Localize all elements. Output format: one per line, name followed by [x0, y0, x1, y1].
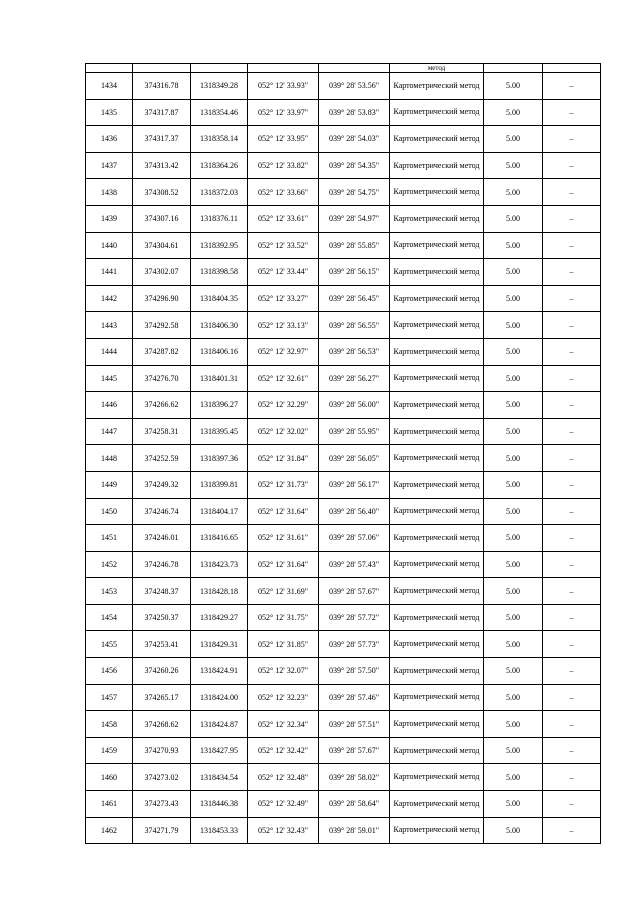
table-row [86, 126, 601, 153]
accuracy-cell: 5.00 [484, 99, 543, 126]
point-number-cell: 1435 [86, 99, 133, 126]
x-coordinate-cell: 374296.90 [133, 285, 191, 312]
x-coordinate-cell: 374266.62 [133, 392, 191, 419]
note-cell: – [543, 152, 601, 179]
method-cell: Картометрический метод [390, 525, 484, 552]
x-coordinate-cell: 374287.82 [133, 338, 191, 365]
longitude-cell: 039° 28' 57.06" [319, 525, 390, 552]
table-row [86, 604, 601, 631]
method-cell: Картометрический метод [390, 259, 484, 286]
note-cell: – [543, 471, 601, 498]
accuracy-cell: 5.00 [484, 418, 543, 445]
x-coordinate-cell: 374248.37 [133, 578, 191, 605]
x-coordinate-cell: 374304.61 [133, 232, 191, 259]
accuracy-cell: 5.00 [484, 498, 543, 525]
note-cell: – [543, 232, 601, 259]
note-cell: – [543, 498, 601, 525]
table-row [86, 817, 601, 844]
x-coordinate-cell: 374246.01 [133, 525, 191, 552]
method-cell: Картометрический метод [390, 392, 484, 419]
accuracy-cell: 5.00 [484, 445, 543, 472]
method-cell: Картометрический метод [390, 764, 484, 791]
note-cell: – [543, 737, 601, 764]
accuracy-cell: 5.00 [484, 392, 543, 419]
y-coordinate-cell: 1318424.00 [191, 684, 248, 711]
method-cell: Картометрический метод [390, 418, 484, 445]
point-number-cell: 1452 [86, 551, 133, 578]
latitude-cell: 052° 12' 32.49" [248, 791, 319, 818]
accuracy-cell: 5.00 [484, 684, 543, 711]
point-number-cell: 1458 [86, 711, 133, 738]
y-coordinate-cell: 1318397.36 [191, 445, 248, 472]
latitude-cell: 052° 12' 32.23" [248, 684, 319, 711]
note-cell: – [543, 392, 601, 419]
header-cell [248, 64, 319, 73]
table-row [86, 498, 601, 525]
longitude-cell: 039° 28' 54.35" [319, 152, 390, 179]
note-cell: – [543, 418, 601, 445]
note-cell: – [543, 126, 601, 153]
y-coordinate-cell: 1318392.95 [191, 232, 248, 259]
longitude-cell: 039° 28' 56.40" [319, 498, 390, 525]
table-row [86, 418, 601, 445]
latitude-cell: 052° 12' 31.64" [248, 551, 319, 578]
latitude-cell: 052° 12' 32.48" [248, 764, 319, 791]
point-number-cell: 1437 [86, 152, 133, 179]
point-number-cell: 1456 [86, 658, 133, 685]
x-coordinate-cell: 374268.62 [133, 711, 191, 738]
note-cell: – [543, 259, 601, 286]
y-coordinate-cell: 1318395.45 [191, 418, 248, 445]
header-cell [319, 64, 390, 73]
longitude-cell: 039° 28' 57.73" [319, 631, 390, 658]
method-cell: Картометрический метод [390, 631, 484, 658]
point-number-cell: 1461 [86, 791, 133, 818]
note-cell: – [543, 99, 601, 126]
header-cell: метод [390, 64, 484, 73]
accuracy-cell: 5.00 [484, 312, 543, 339]
x-coordinate-cell: 374265.17 [133, 684, 191, 711]
note-cell: – [543, 445, 601, 472]
point-number-cell: 1436 [86, 126, 133, 153]
method-cell: Картометрический метод [390, 817, 484, 844]
method-cell: Картометрический метод [390, 126, 484, 153]
accuracy-cell: 5.00 [484, 259, 543, 286]
longitude-cell: 039° 28' 56.05" [319, 445, 390, 472]
y-coordinate-cell: 1318354.46 [191, 99, 248, 126]
x-coordinate-cell: 374250.37 [133, 604, 191, 631]
longitude-cell: 039° 28' 53.83" [319, 99, 390, 126]
y-coordinate-cell: 1318424.87 [191, 711, 248, 738]
longitude-cell: 039° 28' 56.17" [319, 471, 390, 498]
accuracy-cell: 5.00 [484, 179, 543, 206]
coordinates-table [85, 63, 601, 844]
longitude-cell: 039° 28' 54.03" [319, 126, 390, 153]
x-coordinate-cell: 374246.74 [133, 498, 191, 525]
note-cell: – [543, 684, 601, 711]
accuracy-cell: 5.00 [484, 525, 543, 552]
latitude-cell: 052° 12' 33.44" [248, 259, 319, 286]
x-coordinate-cell: 374258.31 [133, 418, 191, 445]
header-cell [191, 64, 248, 73]
table-row [86, 445, 601, 472]
note-cell: – [543, 631, 601, 658]
header-cell [543, 64, 601, 73]
point-number-cell: 1445 [86, 365, 133, 392]
point-number-cell: 1457 [86, 684, 133, 711]
y-coordinate-cell: 1318358.14 [191, 126, 248, 153]
latitude-cell: 052° 12' 33.97" [248, 99, 319, 126]
latitude-cell: 052° 12' 33.61" [248, 205, 319, 232]
point-number-cell: 1451 [86, 525, 133, 552]
method-cell: Картометрический метод [390, 684, 484, 711]
accuracy-cell: 5.00 [484, 737, 543, 764]
x-coordinate-cell: 374252.59 [133, 445, 191, 472]
longitude-cell: 039° 28' 54.97" [319, 205, 390, 232]
note-cell: – [543, 791, 601, 818]
accuracy-cell: 5.00 [484, 817, 543, 844]
point-number-cell: 1446 [86, 392, 133, 419]
accuracy-cell: 5.00 [484, 658, 543, 685]
x-coordinate-cell: 374316.78 [133, 73, 191, 100]
accuracy-cell: 5.00 [484, 631, 543, 658]
accuracy-cell: 5.00 [484, 604, 543, 631]
x-coordinate-cell: 374313.42 [133, 152, 191, 179]
table-row [86, 99, 601, 126]
y-coordinate-cell: 1318406.30 [191, 312, 248, 339]
note-cell: – [543, 578, 601, 605]
longitude-cell: 039° 28' 56.45" [319, 285, 390, 312]
method-cell: Картометрический метод [390, 205, 484, 232]
y-coordinate-cell: 1318434.54 [191, 764, 248, 791]
accuracy-cell: 5.00 [484, 471, 543, 498]
table-row [86, 338, 601, 365]
x-coordinate-cell: 374253.41 [133, 631, 191, 658]
y-coordinate-cell: 1318372.03 [191, 179, 248, 206]
longitude-cell: 039° 28' 57.67" [319, 737, 390, 764]
longitude-cell: 039° 28' 54.75" [319, 179, 390, 206]
x-coordinate-cell: 374292.58 [133, 312, 191, 339]
accuracy-cell: 5.00 [484, 73, 543, 100]
coordinates-table-body [86, 64, 601, 844]
y-coordinate-cell: 1318428.18 [191, 578, 248, 605]
y-coordinate-cell: 1318401.31 [191, 365, 248, 392]
accuracy-cell: 5.00 [484, 338, 543, 365]
table-row [86, 205, 601, 232]
note-cell: – [543, 525, 601, 552]
table-row [86, 471, 601, 498]
table-row [86, 232, 601, 259]
table-row [86, 73, 601, 100]
table-row [86, 551, 601, 578]
latitude-cell: 052° 12' 33.82" [248, 152, 319, 179]
method-cell: Картометрический метод [390, 791, 484, 818]
table-row [86, 711, 601, 738]
table-row [86, 365, 601, 392]
latitude-cell: 052° 12' 31.85" [248, 631, 319, 658]
note-cell: – [543, 205, 601, 232]
longitude-cell: 039° 28' 57.67" [319, 578, 390, 605]
x-coordinate-cell: 374317.87 [133, 99, 191, 126]
y-coordinate-cell: 1318364.26 [191, 152, 248, 179]
table-row [86, 684, 601, 711]
table-row [86, 285, 601, 312]
y-coordinate-cell: 1318424.91 [191, 658, 248, 685]
method-cell: Картометрический метод [390, 578, 484, 605]
accuracy-cell: 5.00 [484, 578, 543, 605]
latitude-cell: 052° 12' 32.02" [248, 418, 319, 445]
latitude-cell: 052° 12' 32.07" [248, 658, 319, 685]
y-coordinate-cell: 1318349.28 [191, 73, 248, 100]
method-cell: Картометрический метод [390, 99, 484, 126]
table-row [86, 631, 601, 658]
table-row [86, 525, 601, 552]
x-coordinate-cell: 374260.26 [133, 658, 191, 685]
point-number-cell: 1454 [86, 604, 133, 631]
latitude-cell: 052° 12' 33.52" [248, 232, 319, 259]
y-coordinate-cell: 1318427.95 [191, 737, 248, 764]
method-cell: Картометрический метод [390, 471, 484, 498]
longitude-cell: 039° 28' 56.53" [319, 338, 390, 365]
table-row [86, 578, 601, 605]
point-number-cell: 1443 [86, 312, 133, 339]
longitude-cell: 039° 28' 56.55" [319, 312, 390, 339]
note-cell: – [543, 764, 601, 791]
longitude-cell: 039° 28' 53.56" [319, 73, 390, 100]
point-number-cell: 1459 [86, 737, 133, 764]
point-number-cell: 1453 [86, 578, 133, 605]
note-cell: – [543, 711, 601, 738]
header-cell [133, 64, 191, 73]
point-number-cell: 1462 [86, 817, 133, 844]
method-cell: Картометрический метод [390, 711, 484, 738]
latitude-cell: 052° 12' 33.95" [248, 126, 319, 153]
longitude-cell: 039° 28' 55.95" [319, 418, 390, 445]
method-cell: Картометрический метод [390, 338, 484, 365]
y-coordinate-cell: 1318446.38 [191, 791, 248, 818]
x-coordinate-cell: 374246.78 [133, 551, 191, 578]
note-cell: – [543, 312, 601, 339]
latitude-cell: 052° 12' 33.93" [248, 73, 319, 100]
point-number-cell: 1441 [86, 259, 133, 286]
longitude-cell: 039° 28' 57.72" [319, 604, 390, 631]
longitude-cell: 039° 28' 57.50" [319, 658, 390, 685]
table-row [86, 312, 601, 339]
y-coordinate-cell: 1318396.27 [191, 392, 248, 419]
y-coordinate-cell: 1318399.81 [191, 471, 248, 498]
longitude-cell: 039° 28' 57.46" [319, 684, 390, 711]
accuracy-cell: 5.00 [484, 711, 543, 738]
point-number-cell: 1444 [86, 338, 133, 365]
note-cell: – [543, 179, 601, 206]
latitude-cell: 052° 12' 33.13" [248, 312, 319, 339]
longitude-cell: 039° 28' 59.01" [319, 817, 390, 844]
point-number-cell: 1440 [86, 232, 133, 259]
method-cell: Картометрический метод [390, 73, 484, 100]
y-coordinate-cell: 1318398.58 [191, 259, 248, 286]
y-coordinate-cell: 1318423.73 [191, 551, 248, 578]
point-number-cell: 1460 [86, 764, 133, 791]
method-cell: Картометрический метод [390, 737, 484, 764]
x-coordinate-cell: 374249.32 [133, 471, 191, 498]
method-cell: Картометрический метод [390, 152, 484, 179]
x-coordinate-cell: 374317.37 [133, 126, 191, 153]
accuracy-cell: 5.00 [484, 365, 543, 392]
x-coordinate-cell: 374302.07 [133, 259, 191, 286]
latitude-cell: 052° 12' 31.73" [248, 471, 319, 498]
note-cell: – [543, 365, 601, 392]
header-cell [86, 64, 133, 73]
y-coordinate-cell: 1318429.31 [191, 631, 248, 658]
accuracy-cell: 5.00 [484, 126, 543, 153]
latitude-cell: 052° 12' 32.97" [248, 338, 319, 365]
point-number-cell: 1455 [86, 631, 133, 658]
longitude-cell: 039° 28' 57.43" [319, 551, 390, 578]
method-cell: Картометрический метод [390, 658, 484, 685]
latitude-cell: 052° 12' 31.75" [248, 604, 319, 631]
point-number-cell: 1438 [86, 179, 133, 206]
accuracy-cell: 5.00 [484, 152, 543, 179]
y-coordinate-cell: 1318376.11 [191, 205, 248, 232]
point-number-cell: 1439 [86, 205, 133, 232]
x-coordinate-cell: 374273.02 [133, 764, 191, 791]
longitude-cell: 039° 28' 55.85" [319, 232, 390, 259]
longitude-cell: 039° 28' 56.15" [319, 259, 390, 286]
latitude-cell: 052° 12' 33.27" [248, 285, 319, 312]
latitude-cell: 052° 12' 31.64" [248, 498, 319, 525]
latitude-cell: 052° 12' 31.84" [248, 445, 319, 472]
x-coordinate-cell: 374276.70 [133, 365, 191, 392]
method-cell: Картометрический метод [390, 604, 484, 631]
method-cell: Картометрический метод [390, 551, 484, 578]
accuracy-cell: 5.00 [484, 285, 543, 312]
accuracy-cell: 5.00 [484, 232, 543, 259]
y-coordinate-cell: 1318453.33 [191, 817, 248, 844]
note-cell: – [543, 73, 601, 100]
header-cell [484, 64, 543, 73]
table-row [86, 791, 601, 818]
accuracy-cell: 5.00 [484, 205, 543, 232]
method-cell: Картометрический метод [390, 498, 484, 525]
table-header-fragment-row [86, 64, 601, 73]
latitude-cell: 052° 12' 32.43" [248, 817, 319, 844]
method-cell: Картометрический метод [390, 232, 484, 259]
longitude-cell: 039° 28' 58.64" [319, 791, 390, 818]
longitude-cell: 039° 28' 56.27" [319, 365, 390, 392]
latitude-cell: 052° 12' 32.42" [248, 737, 319, 764]
accuracy-cell: 5.00 [484, 551, 543, 578]
point-number-cell: 1434 [86, 73, 133, 100]
x-coordinate-cell: 374308.52 [133, 179, 191, 206]
y-coordinate-cell: 1318404.35 [191, 285, 248, 312]
table-row [86, 179, 601, 206]
x-coordinate-cell: 374270.93 [133, 737, 191, 764]
x-coordinate-cell: 374271.79 [133, 817, 191, 844]
table-row [86, 392, 601, 419]
point-number-cell: 1450 [86, 498, 133, 525]
accuracy-cell: 5.00 [484, 764, 543, 791]
latitude-cell: 052° 12' 31.61" [248, 525, 319, 552]
y-coordinate-cell: 1318429.27 [191, 604, 248, 631]
latitude-cell: 052° 12' 32.61" [248, 365, 319, 392]
method-cell: Картометрический метод [390, 312, 484, 339]
longitude-cell: 039° 28' 58.02" [319, 764, 390, 791]
point-number-cell: 1447 [86, 418, 133, 445]
latitude-cell: 052° 12' 33.66" [248, 179, 319, 206]
note-cell: – [543, 658, 601, 685]
latitude-cell: 052° 12' 32.29" [248, 392, 319, 419]
table-row [86, 259, 601, 286]
note-cell: – [543, 604, 601, 631]
accuracy-cell: 5.00 [484, 791, 543, 818]
method-cell: Картометрический метод [390, 179, 484, 206]
y-coordinate-cell: 1318406.16 [191, 338, 248, 365]
point-number-cell: 1449 [86, 471, 133, 498]
note-cell: – [543, 817, 601, 844]
point-number-cell: 1448 [86, 445, 133, 472]
table-row [86, 152, 601, 179]
table-row [86, 764, 601, 791]
longitude-cell: 039° 28' 57.51" [319, 711, 390, 738]
note-cell: – [543, 551, 601, 578]
method-cell: Картометрический метод [390, 365, 484, 392]
table-row [86, 737, 601, 764]
latitude-cell: 052° 12' 31.69" [248, 578, 319, 605]
note-cell: – [543, 285, 601, 312]
point-number-cell: 1442 [86, 285, 133, 312]
y-coordinate-cell: 1318416.65 [191, 525, 248, 552]
table-row [86, 658, 601, 685]
x-coordinate-cell: 374273.43 [133, 791, 191, 818]
x-coordinate-cell: 374307.16 [133, 205, 191, 232]
note-cell: – [543, 338, 601, 365]
method-cell: Картометрический метод [390, 445, 484, 472]
longitude-cell: 039° 28' 56.00" [319, 392, 390, 419]
latitude-cell: 052° 12' 32.34" [248, 711, 319, 738]
method-cell: Картометрический метод [390, 285, 484, 312]
y-coordinate-cell: 1318404.17 [191, 498, 248, 525]
